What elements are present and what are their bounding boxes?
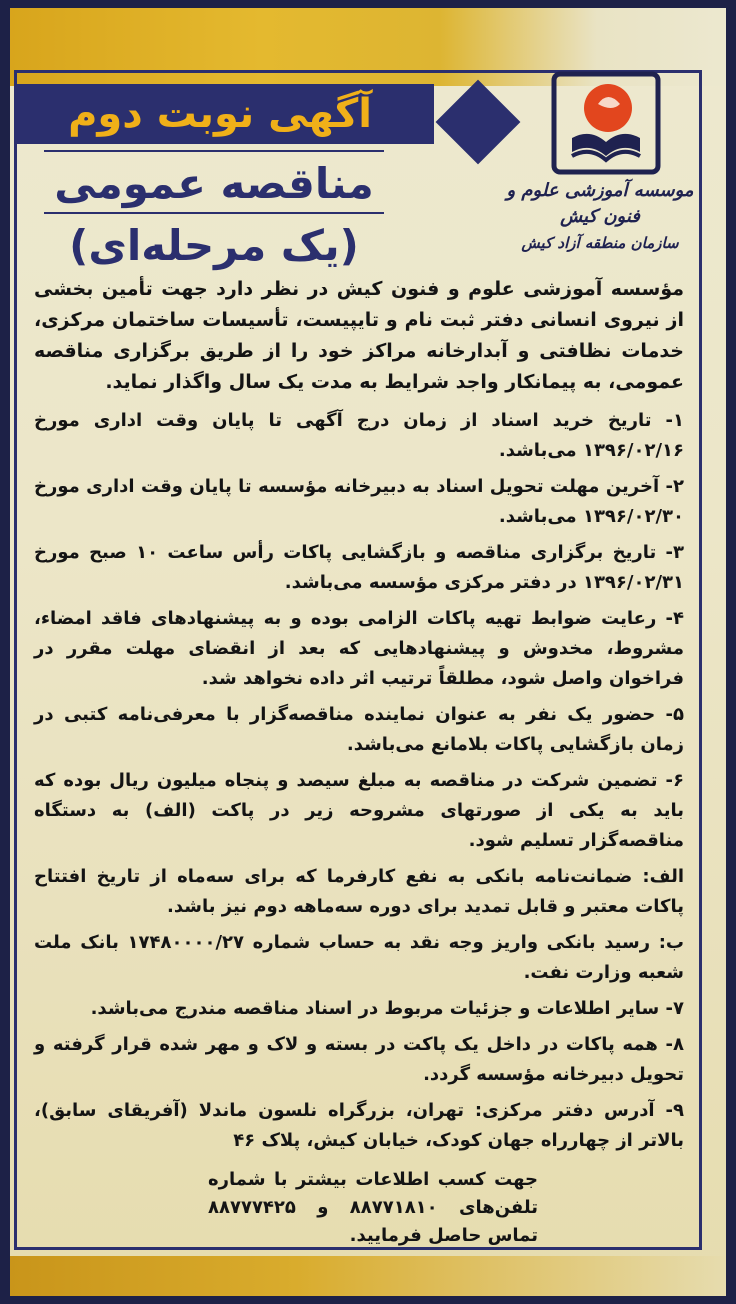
organization-name xyxy=(500,178,700,252)
list-item: ۷- سایر اطلاعات و جزئیات مربوط در اسناد مناقصه مندرج می‌باشد. xyxy=(90,998,684,1019)
list-item: ۴- رعایت ضوابط تهیه پاکات الزامی بوده و به پیشنهادهای فاقد امضاء، مشروط، مخدوش و پیشنهادهایی که بعد از انقضای مهلت مقرر در فراخوان واصل شود، مطلقاً ترتیب اثر داده نخواهد شد. xyxy=(34,608,684,689)
announcement-round-title: آگهی نوبت دوم xyxy=(68,91,372,137)
organization-name-main: موسسه آموزشی علوم و فنون کیش xyxy=(506,180,694,227)
tender-subtitle: (یک مرحله‌ای) xyxy=(69,221,359,270)
list-item: ۱- تاریخ خرید اسناد از زمان درج آگهی تا پایان وقت اداری مورخ ۱۳۹۶/۰۲/۱۶ می‌باشد. xyxy=(34,410,684,461)
list-item: ب: رسید بانکی واریز وجه نقد به حساب شماره ۱۷۴۸۰۰۰۰/۲۷ بانک ملت شعبه وزارت نفت. xyxy=(34,932,684,983)
contact-info: جهت کسب اطلاعات بیشتر با شماره تلفن‌های ۸۸۷۷۱۸۱۰ و ۸۸۷۷۷۴۲۵ تماس حاصل فرمایید. xyxy=(208,1169,538,1246)
intro-paragraph: مؤسسه آموزشی علوم و فنون کیش در نظر دارد جهت تأمین بخشی از نیروی انسانی دفتر ثبت نام و تایپیست، تأسیسات ساختمان مرکزی، خدمات نظافتی و آبدارخانه مراکز خود را از طریق برگزاری مناقصه عمومی، به پیمانکار واجد شرایط به مدت یک سال واگذار نماید. xyxy=(34,278,684,393)
list-item: ۳- تاریخ برگزاری مناقصه و بازگشایی پاکات رأس ساعت ۱۰ صبح مورخ ۱۳۹۶/۰۲/۳۱ در دفتر مرکزی مؤسسه می‌باشد. xyxy=(34,542,684,593)
list-item: ۸- همه پاکات در داخل یک پاکت در بسته و لاک و مهر شده قرار گرفته و تحویل دبیرخانه مؤسسه گردد. xyxy=(34,1034,684,1085)
tender-title: مناقصه عمومی xyxy=(44,150,384,214)
list-item: ۵- حضور یک نفر به عنوان نماینده مناقصه‌گزار با معرفی‌نامه کتبی در زمان بازگشایی پاکات بلامانع می‌باشد. xyxy=(34,704,684,755)
announcement-body xyxy=(34,274,684,1264)
organization-name-sub: سازمان منطقه آزاد کیش xyxy=(521,234,679,252)
list-item: ۶- تضمین شرکت در مناقصه به مبلغ سیصد و پنجاه میلیون ریال بوده که باید به یکی از صورتهای مشروحه زیر در پاکت (الف) به دستگاه مناقصه‌گزار تسلیم شود. xyxy=(34,770,684,851)
list-item: الف: ضمانت‌نامه بانکی به نفع کارفرما که برای سه‌ماه از تاریخ افتتاح پاکات معتبر و قابل تمدید برای دوره سه‌ماهه دوم نیز باشد. xyxy=(34,866,684,917)
organization-logo-icon xyxy=(546,68,666,178)
list-item: ۲- آخرین مهلت تحویل اسناد به دبیرخانه مؤسسه تا پایان وقت اداری مورخ ۱۳۹۶/۰۲/۳۰ می‌باشد. xyxy=(34,476,684,527)
list-item: ۹- آدرس دفتر مرکزی: تهران، بزرگراه نلسون ماندلا (آفریقای سابق)، بالاتر از چهارراه جهان کودک، خیابان کیش، پلاک ۴۶ xyxy=(34,1100,684,1151)
